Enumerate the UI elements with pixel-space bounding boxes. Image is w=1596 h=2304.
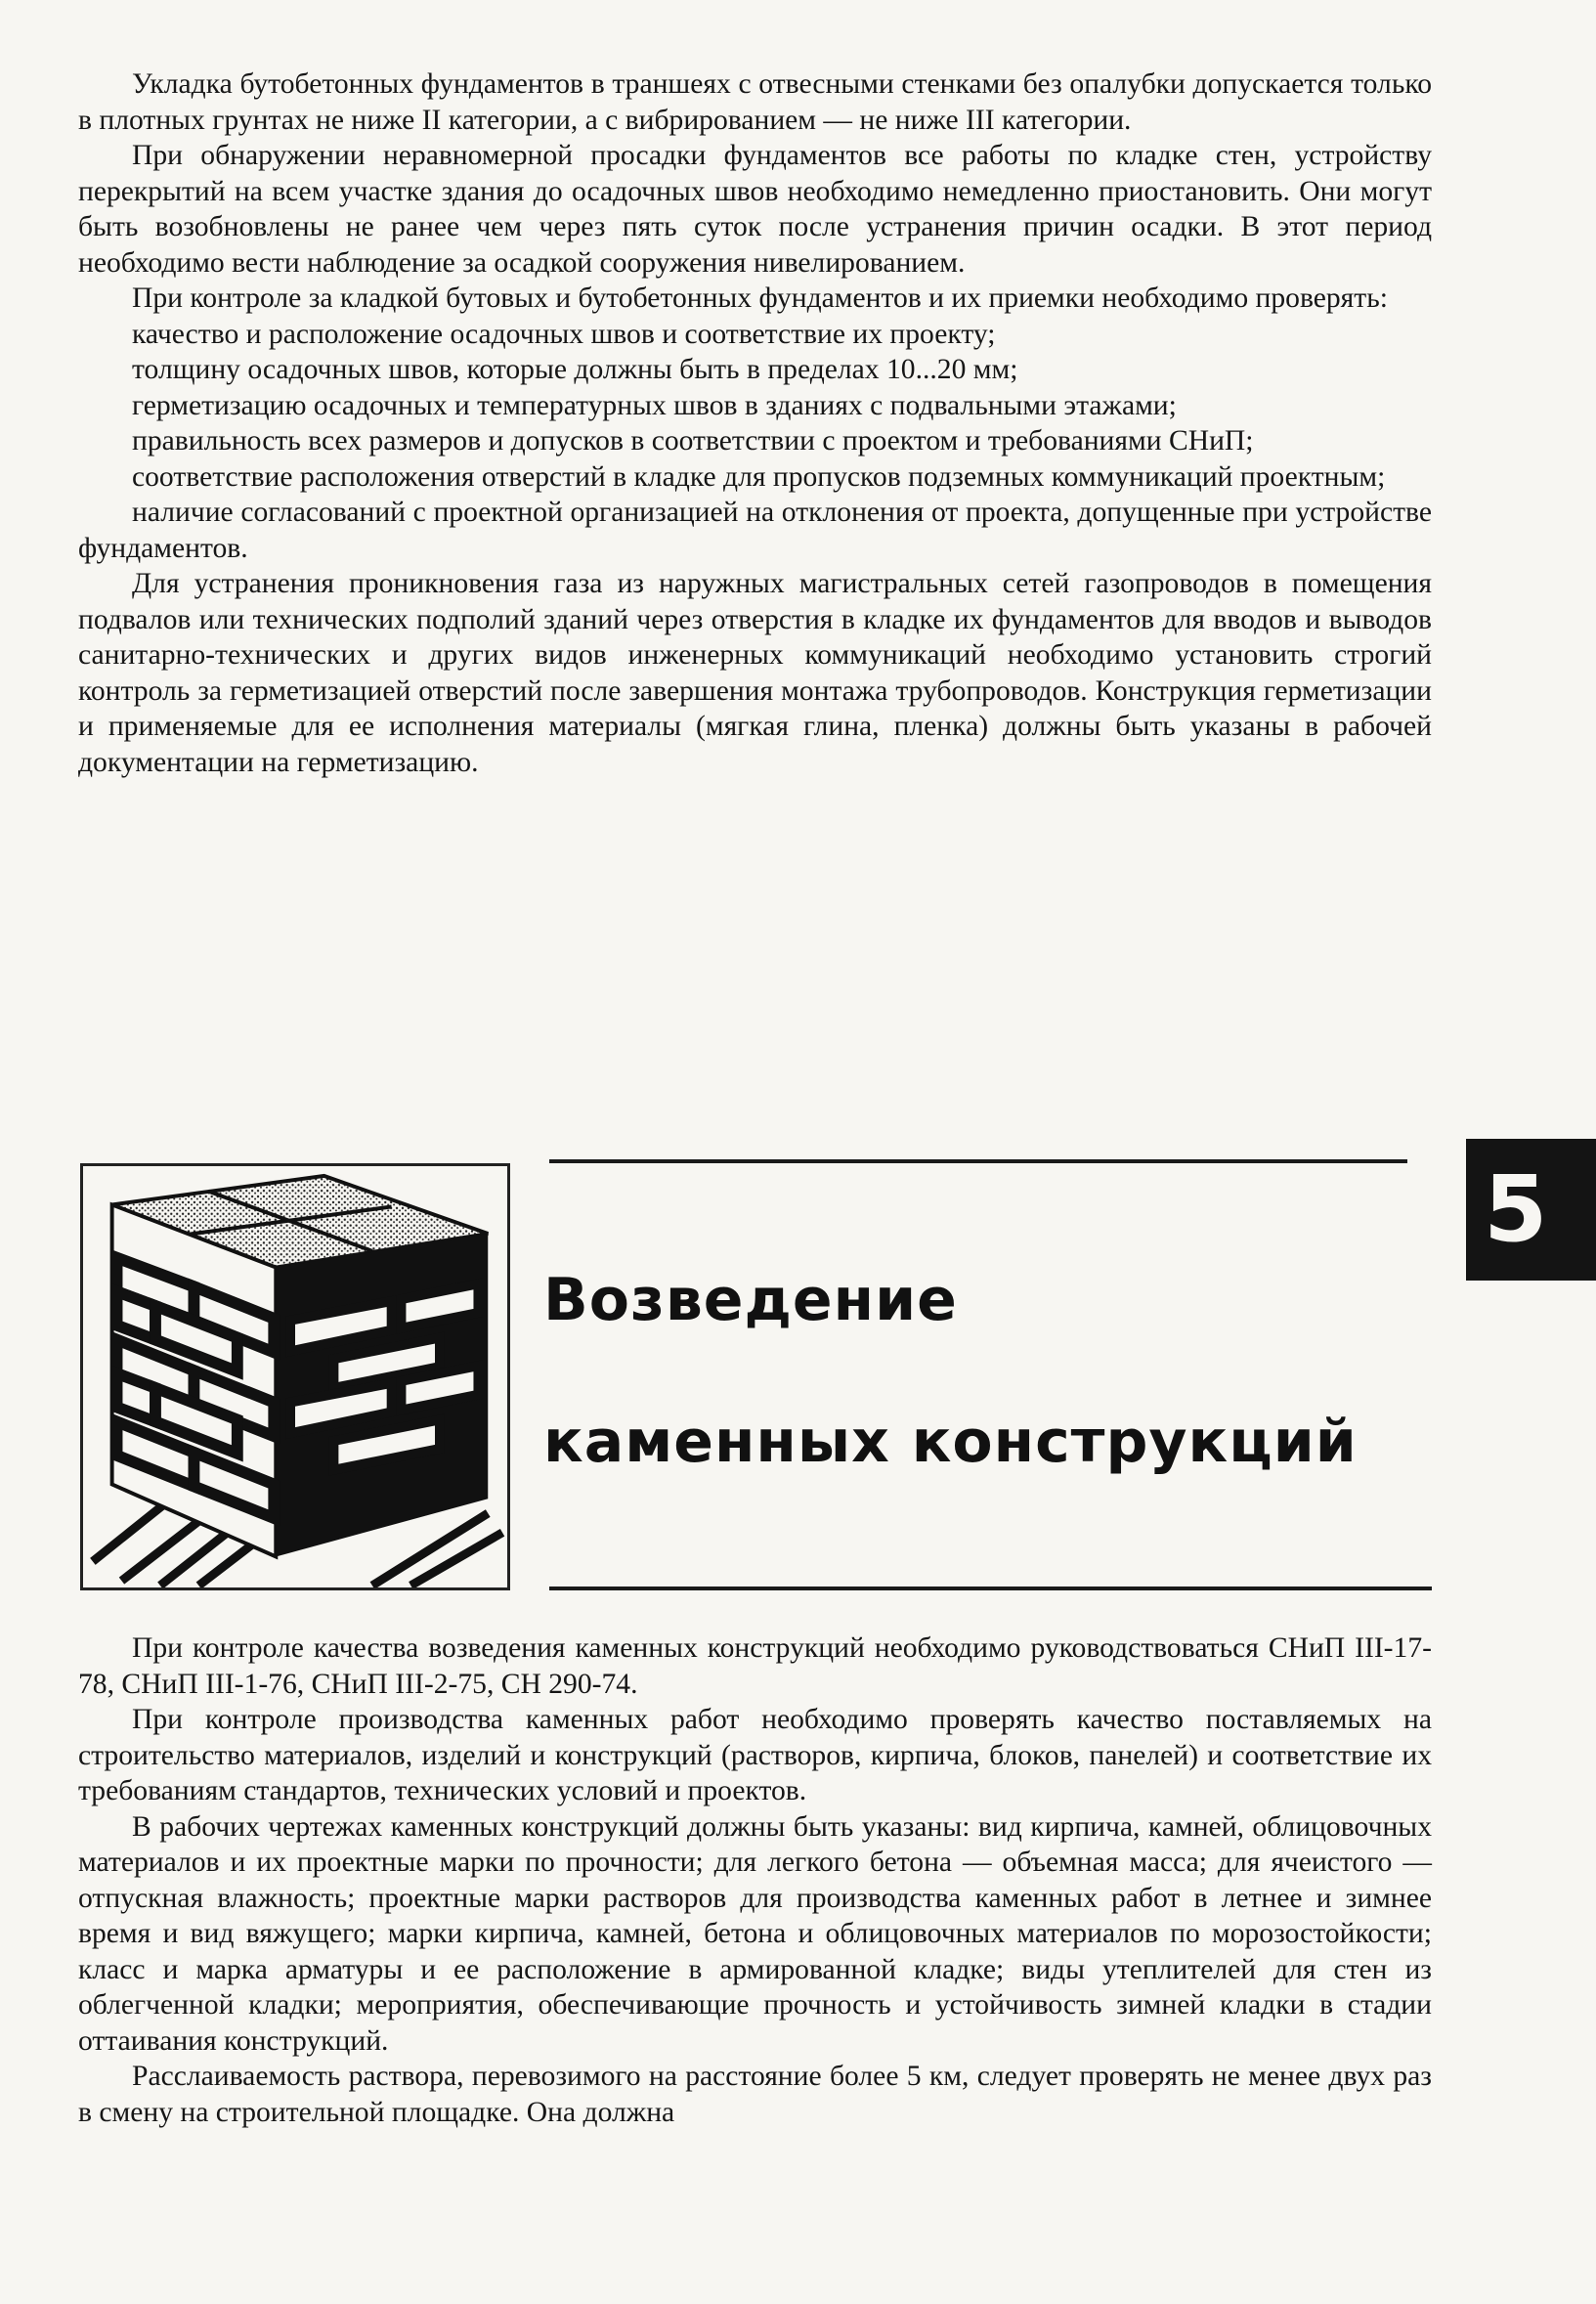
brick-masonry-corner-icon xyxy=(80,1163,510,1590)
list-item: правильность всех размеров и допусков в соответствии с проектом и требованиями СНиП; xyxy=(132,425,1254,456)
divider-top xyxy=(549,1159,1407,1163)
paragraph: При контроле производства каменных работ необходимо проверять качество поставляемых на строительство материалов, изделий и конструкций (растворов, кирпича, блоков, панелей) и соответствие их требованиям стандартов, технических условий и проектов. xyxy=(78,1704,1432,1806)
chapter-title-line1: Возведение xyxy=(543,1266,958,1334)
paragraph: Расслаиваемость раствора, перевозимого на расстояние более 5 км, следует проверять не менее двух раз в смену на строительной площадке. Она должна xyxy=(78,2061,1432,2128)
paragraph: При контроле за кладкой бутовых и бутобетонных фундаментов и их приемки необходимо проверять: xyxy=(132,283,1388,314)
divider-bottom xyxy=(549,1587,1432,1590)
text-block-top xyxy=(78,66,1432,780)
paragraph: Для устранения проникновения газа из наружных магистральных сетей газопроводов в помещения подвалов или технических подполий зданий через отверстия в кладке их фундаментов для вводов и выводов санитарно-технических и других видов инженерных коммуникаций необходимо установить строгий контроль за герметизацией отверстий после завершения монтажа трубопроводов. Конструкция герметизации и применяемые для ее исполнения материалы (мягкая глина, пленка) должны быть указаны в рабочей документации на герметизацию. xyxy=(78,568,1432,778)
paragraph: В рабочих чертежах каменных конструкций должны быть указаны: вид кирпича, камней, облицовочных материалов и их проектные марки по прочности; для легкого бетона — объемная масса; для ячеистого — отпускная влажность; проектные марки растворов для производства каменных работ в летнее и зимнее время и вид вяжущего; марки кирпича, камней, бетона и облицовочных материалов по морозостойкости; класс и марка арматуры и ее расположение в армированной кладке; виды утеплителей для стен из облегченной кладки; мероприятия, обеспечивающие прочность и устойчивость зимней кладки в стадии оттаивания конструкций. xyxy=(78,1810,1432,2057)
paragraph: При обнаружении неравномерной просадки фундаментов все работы по кладке стен, устройству перекрытий на всем участке здания до осадочных швов необходимо немедленно приостановить. Они могут быть возобновлены не ранее чем через пять суток после устранения причин осадки. В этот период необходимо вести наблюдение за осадкой сооружения нивелированием. xyxy=(78,140,1432,279)
list-item: толщину осадочных швов, которые должны быть в пределах 10...20 мм; xyxy=(132,354,1018,385)
list-item: наличие согласований с проектной организацией на отклонения от проекта, допущенные при устройстве фундаментов. xyxy=(78,497,1432,564)
list-item: качество и расположение осадочных швов и соответствие их проекту; xyxy=(132,318,996,350)
text-block-bottom xyxy=(78,1630,1432,2130)
chapter-number-badge: 5 xyxy=(1466,1139,1596,1281)
list-item: герметизацию осадочных и температурных швов в зданиях с подвальными этажами; xyxy=(132,389,1177,421)
paragraph: При контроле качества возведения каменных конструкций необходимо руководствоваться СНиП III-17-78, СНиП III-1-76, СНиП III-2-75, СН 290-74. xyxy=(78,1632,1432,1700)
paragraph: Укладка бутобетонных фундаментов в траншеях с отвесными стенками без опалубки допускается только в плотных грунтах не ниже II категории, а с вибрированием — не ниже III категории. xyxy=(78,68,1432,136)
list-item: соответствие расположения отверстий в кладке для пропусков подземных коммуникаций проектным; xyxy=(132,460,1386,493)
chapter-title-line2: каменных конструкций xyxy=(543,1408,1358,1476)
